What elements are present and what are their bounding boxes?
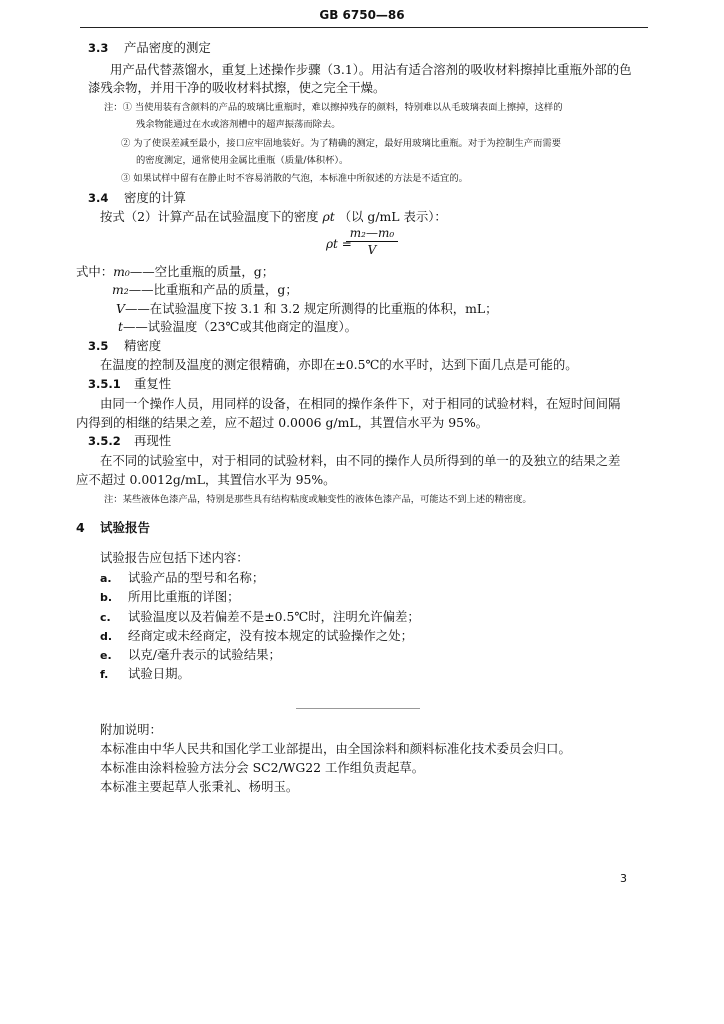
list-text: 试验日期。 xyxy=(128,666,190,681)
note-line: 注：① 当使用装有含颜料的产品的玻璃比重瓶时，难以擦掉残存的颜料，特别难以从毛玻璃表面上擦掉，这样的 xyxy=(104,102,563,113)
paragraph-line: 内得到的相继的结果之差，应不超过 0.0006 g/mL，其置信水平为 95%。 xyxy=(76,415,489,430)
text-run: 按式（2）计算产品在试验温度下的密度 xyxy=(100,209,319,224)
appendix-line: 本标准由中华人民共和国化学工业部提出，由全国涂料和颜料标准化技术委员会归口。 xyxy=(100,741,571,756)
appendix-line: 本标准主要起草人张秉礼、杨明玉。 xyxy=(100,779,299,794)
list-marker: a. xyxy=(100,572,112,585)
section-number: 3.5 xyxy=(88,339,109,353)
section-title: 产品密度的测定 xyxy=(124,40,211,55)
text-run: （以 g/mL 表示）： xyxy=(338,209,447,224)
variable-description: ——比重瓶和产品的质量，g； xyxy=(128,282,298,297)
density-symbol: ρt xyxy=(322,209,335,224)
list-item xyxy=(100,609,420,625)
list-text: 试验产品的型号和名称； xyxy=(128,570,265,585)
list-item xyxy=(100,666,190,682)
list-item xyxy=(100,570,264,586)
list-text: 以克/毫升表示的试验结果； xyxy=(128,647,281,662)
note-line: 注：某些液体色漆产品，特别是那些具有结构粘度或触变性的液体色漆产品，可能达不到上述的精密度。 xyxy=(104,494,532,505)
where-line xyxy=(112,282,298,297)
paragraph-line: 由同一个操作人员，用同样的设备，在相同的操作条件下，对于相同的试验材料，在短时间间隔 xyxy=(100,396,621,411)
variable-symbol: V xyxy=(116,301,125,316)
where-line xyxy=(116,301,497,316)
formula-lhs: ρt = xyxy=(326,237,352,251)
where-line xyxy=(118,319,357,334)
section-title: 密度的计算 xyxy=(124,190,186,205)
list-item xyxy=(100,589,240,605)
note-line: ② 为了使误差减至最小，接口应牢固地装好。为了精确的测定，最好用玻璃比重瓶。对于为控制生产而需要 xyxy=(121,138,561,149)
variable-description: ——试验温度（23℃或其他商定的温度）。 xyxy=(122,319,358,334)
list-item xyxy=(100,628,413,644)
variable-description: ——在试验温度下按 3.1 和 3.2 规定所测得的比重瓶的体积，mL； xyxy=(124,301,498,316)
formula-numerator: m₂—m₀ xyxy=(349,226,395,240)
where-lead: 式中： xyxy=(76,264,114,279)
section-3-5-2-heading xyxy=(88,433,171,449)
paragraph-line: 应不超过 0.0012g/mL，其置信水平为 95%。 xyxy=(76,472,336,487)
variable-symbol: t xyxy=(118,319,123,334)
appendix-title: 附加说明： xyxy=(100,722,162,737)
list-text: 所用比重瓶的详图； xyxy=(128,589,240,604)
list-marker: b. xyxy=(100,591,113,604)
list-marker: d. xyxy=(100,630,113,643)
section-title: 精密度 xyxy=(124,338,162,353)
section-number: 3.4 xyxy=(88,191,109,205)
standard-code-header: GB 6750—86 xyxy=(319,8,405,22)
variable-symbol: m₀ xyxy=(113,264,130,279)
section-3-5-1-heading xyxy=(88,376,171,392)
section-title: 再现性 xyxy=(134,433,172,448)
section-number: 3.5.1 xyxy=(88,377,121,391)
paragraph-line: 漆残余物，并用干净的吸收材料拭擦，使之完全干燥。 xyxy=(88,80,386,95)
section-number: 3.3 xyxy=(88,41,109,55)
appendix-separator xyxy=(296,708,420,709)
section-title: 试验报告 xyxy=(100,520,151,535)
variable-description: ——空比重瓶的质量，g； xyxy=(129,264,275,279)
list-text: 经商定或未经商定，没有按本规定的试验操作之处； xyxy=(128,628,413,643)
variable-symbol: m₂ xyxy=(112,282,129,297)
list-text: 试验温度以及若偏差不是±0.5℃时，注明允许偏差； xyxy=(128,609,420,624)
section-3-4-heading xyxy=(88,190,186,206)
section-4-heading xyxy=(76,520,150,535)
density-formula xyxy=(326,226,416,264)
paragraph-line: 试验报告应包括下述内容： xyxy=(100,550,249,565)
list-item xyxy=(100,647,281,663)
appendix-line: 本标准由涂料检验方法分会 SC2/WG22 工作组负责起草。 xyxy=(100,760,425,775)
formula-denominator: V xyxy=(367,243,377,257)
list-marker: e. xyxy=(100,649,112,662)
list-marker: f. xyxy=(100,668,109,681)
paragraph-line xyxy=(100,209,447,224)
paragraph-line: 在温度的控制及温度的测定很精确，亦即在±0.5℃的水平时，达到下面几点是可能的。 xyxy=(100,357,578,372)
section-number: 4 xyxy=(76,520,85,535)
section-number: 3.5.2 xyxy=(88,434,121,448)
page-number: 3 xyxy=(620,872,627,885)
paragraph-line: 用产品代替蒸馏水，重复上述操作步骤（3.1）。用沾有适合溶剂的吸收材料擦掉比重瓶外部的色 xyxy=(110,62,632,77)
header-rule xyxy=(80,27,648,28)
fraction-bar xyxy=(346,241,398,242)
section-title: 重复性 xyxy=(134,376,172,391)
where-line xyxy=(76,264,274,279)
note-line: 残余物能通过在水或溶剂槽中的超声振荡而除去。 xyxy=(136,119,341,130)
note-line: ③ 如果试样中留有在静止时不容易消散的气泡，本标准中所叙述的方法是不适宜的。 xyxy=(121,173,468,184)
formula-fraction xyxy=(346,226,398,257)
section-3-3-heading xyxy=(88,40,211,56)
section-3-5-heading xyxy=(88,338,161,354)
paragraph-line: 在不同的试验室中，对于相同的试验材料，由不同的操作人员所得到的单一的及独立的结果之差 xyxy=(100,453,621,468)
note-line: 的密度测定，通常使用金属比重瓶（质量/体积杯）。 xyxy=(136,155,349,166)
list-marker: c. xyxy=(100,611,111,624)
